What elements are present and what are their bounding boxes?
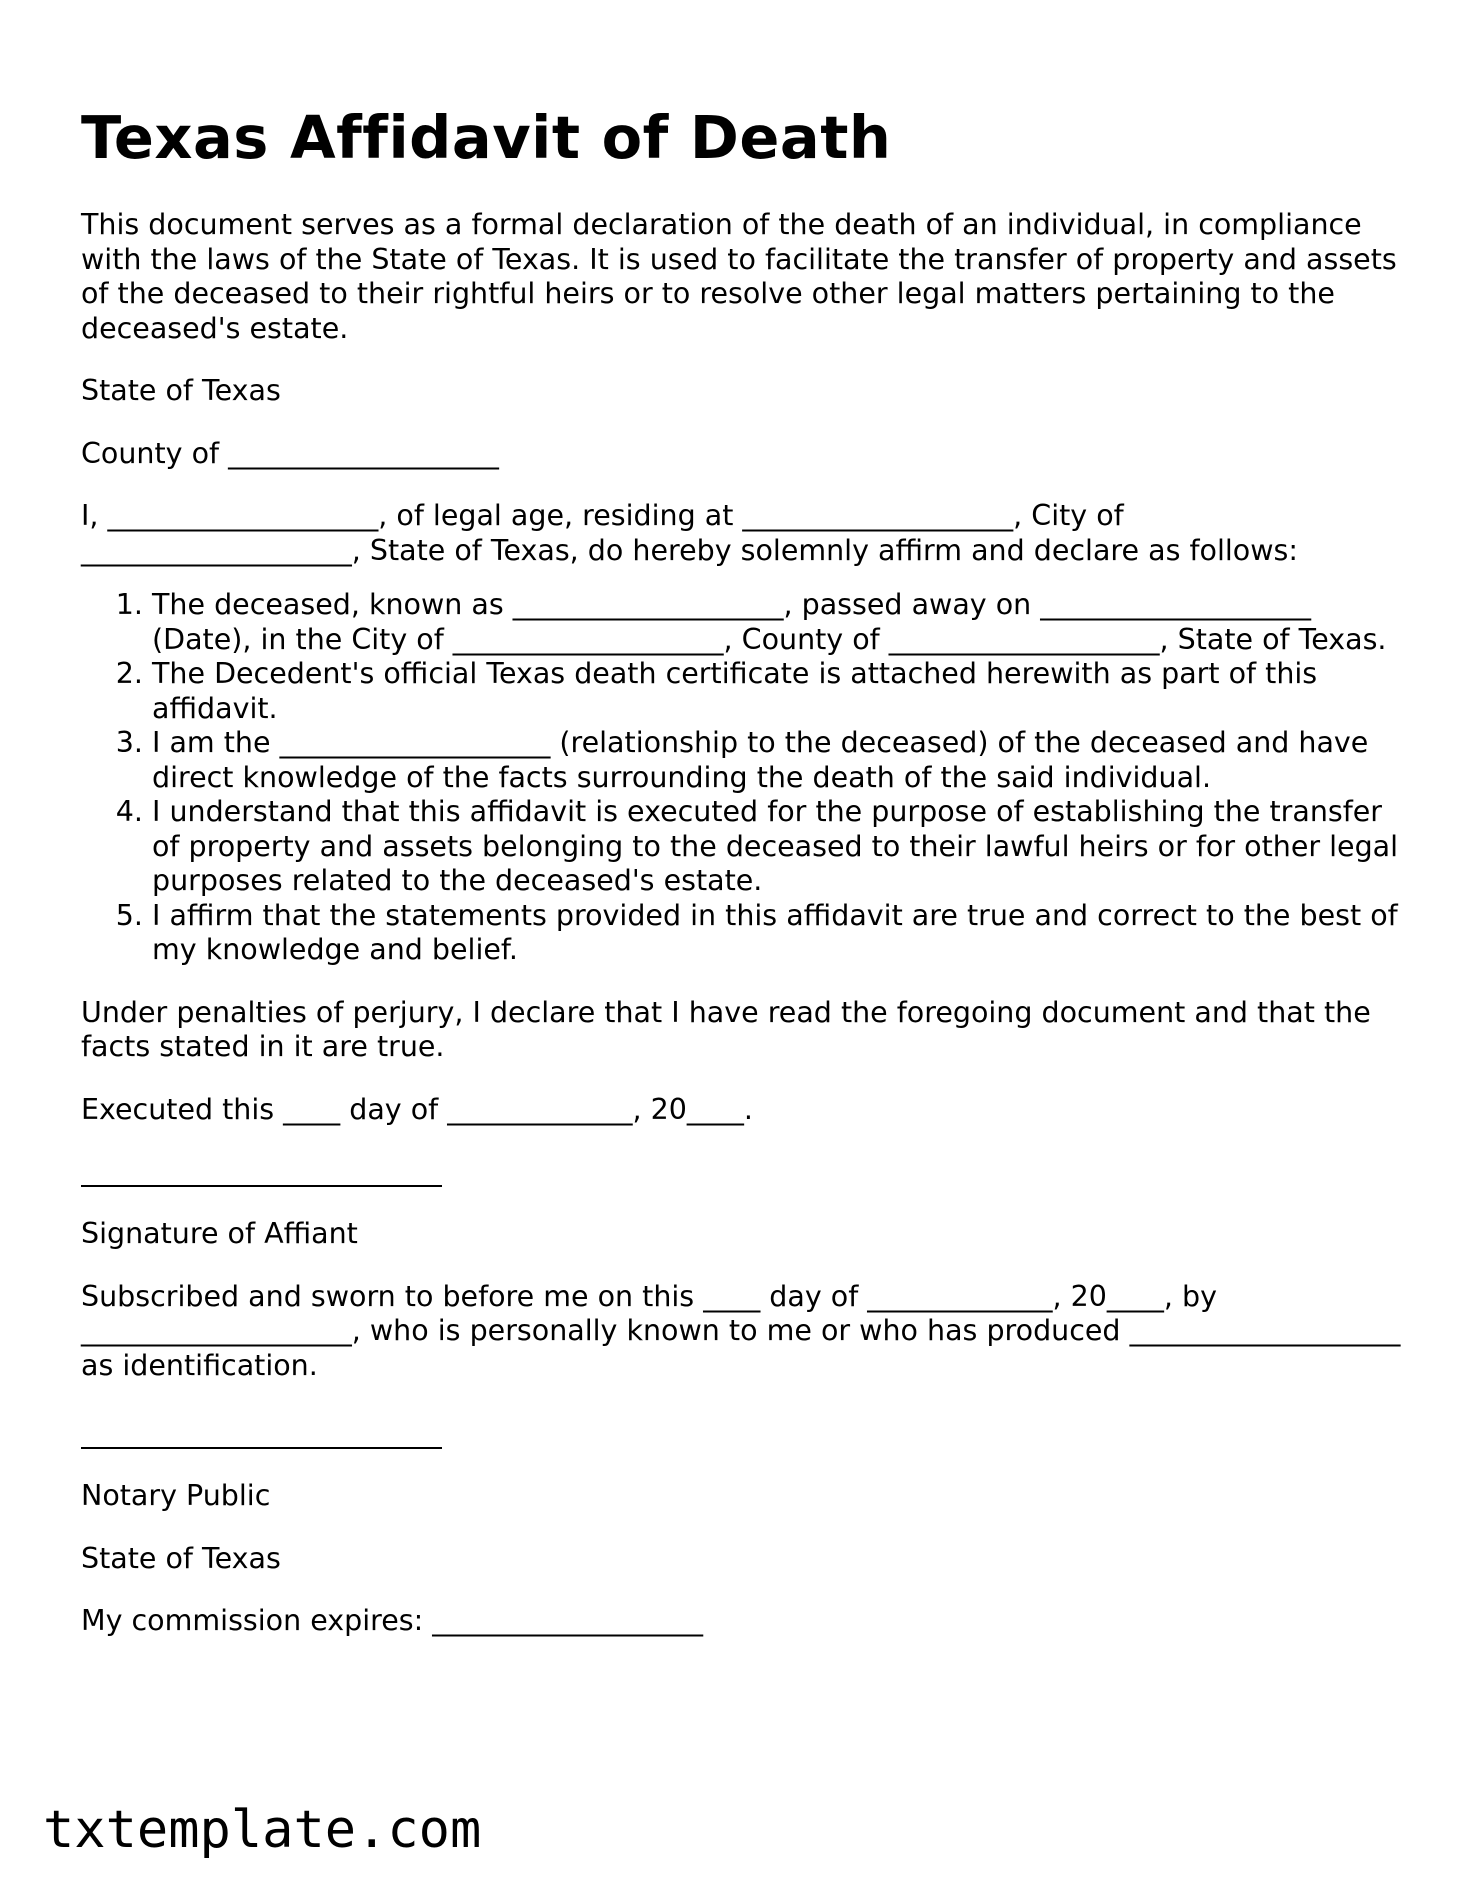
notary-state: State of Texas [81, 1541, 281, 1575]
list-item: 5. I affirm that the statements provided in this affidavit are true and correct to the best of my knowledge and belief. [152, 899, 1401, 968]
affidavit-document [81, 98, 1401, 1667]
list-item: 4. I understand that this affidavit is executed for the purpose of establishing the transfer of property and assets belonging to the deceased to their lawful heirs or for other legal purposes related to the deceased's estate. [152, 795, 1401, 899]
perjury-statement: Under penalties of perjury, I declare that I have read the foregoing document and that the facts stated in it are true. [81, 995, 1371, 1063]
watermark: txtemplate.com [43, 1800, 482, 1860]
county-line: County of ___________________ [81, 436, 499, 470]
list-item: 1. The deceased, known as ___________________, passed away on ___________________ (Date), in the City of ___________________, County of ___________________, State of Texas. [152, 588, 1401, 657]
affiant-signature-line [81, 1155, 1401, 1189]
list-item: 2. The Decedent's official Texas death certificate is attached herewith as part of this affidavit. [152, 657, 1401, 726]
declaration-list [81, 588, 1401, 968]
sworn-paragraph: Subscribed and sworn to before me on this ____ day of _____________, 20____, by ___________________, who is personally known to me or who has produced ___________________ as identification. [81, 1279, 1401, 1382]
document-title: Texas Affidavit of Death [81, 103, 892, 172]
intro-paragraph: This document serves as a formal declaration of the death of an individual, in compliance with the laws of the State of Texas. It is used to facilitate the transfer of property and assets of the deceased to their rightful heirs or to resolve other legal matters pertaining to the deceased's estate. [81, 208, 1397, 345]
commission-line: My commission expires: ___________________ [81, 1604, 704, 1637]
state-line: State of Texas [81, 374, 281, 407]
notary-label: Notary Public [81, 1479, 271, 1512]
notary-signature-line [81, 1417, 1401, 1451]
signature-label: Signature of Affiant [81, 1217, 358, 1250]
executed-line: Executed this ____ day of _____________, 20____. [81, 1092, 753, 1126]
affirmation-paragraph: I, ___________________, of legal age, residing at ___________________, City of ___________________, State of Texas, do hereby solemnly affirm and declare as follows: [81, 499, 1298, 567]
list-item: 3. I am the ___________________ (relationship to the deceased) of the deceased and have direct knowledge of the facts surrounding the death of the said individual. [152, 726, 1401, 795]
